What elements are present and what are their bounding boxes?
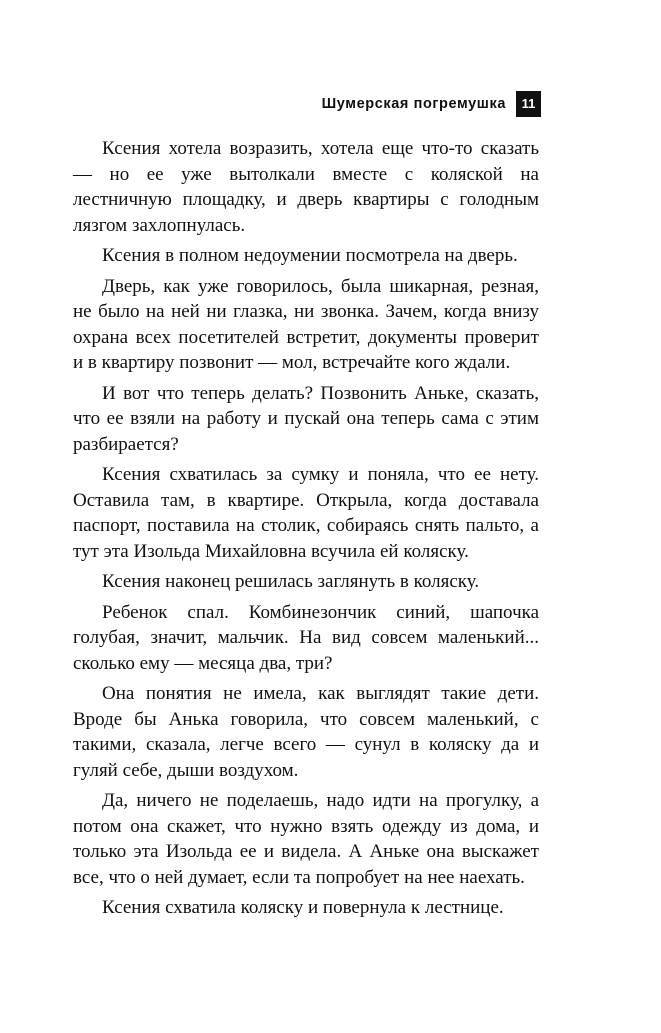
paragraph: Она понятия не имела, как выглядят такие дети. Вроде бы Анька говорила, что совсем маленький, с такими, сказала, легче всего — сунул в коляску да и гуляй себе, дыши воздухом. <box>73 683 539 781</box>
page-number: 11 <box>516 91 541 117</box>
paragraph: Да, ничего не поделаешь, надо идти на прогулку, а потом она скажет, что нужно взять одежду из дома, и только эта Изольда ее и видела. А Аньке она выскажет все, что о ней думает, если та попробует на нее наехать. <box>73 790 539 888</box>
paragraph: Ребенок спал. Комбинезончик синий, шапочка голубая, значит, мальчик. На вид совсем маленький... сколько ему — месяца два, три? <box>73 601 539 674</box>
paragraph: Ксения наконец решилась заглянуть в коляску. <box>102 571 480 592</box>
body-text <box>73 136 539 926</box>
paragraph: Ксения хотела возразить, хотела еще что-то сказать — но ее уже вытолкали вместе с коляской на лестничную площадку, и дверь квартиры с голодным лязгом захлопнулась. <box>73 138 539 236</box>
running-title: Шумерская погремушка <box>321 96 506 112</box>
paragraph: И вот что теперь делать? Позвонить Аньке, сказать, что ее взяли на работу и пускай она теперь сама с этим разбирается? <box>73 382 539 455</box>
paragraph: Дверь, как уже говорилось, была шикарная, резная, не было на ней ни глазка, ни звонка. Зачем, когда внизу охрана всех посетителей встретит, документы проверит и в квартиру позвонит — мол, встречайте кого ждали. <box>73 275 539 373</box>
paragraph: Ксения схватила коляску и повернула к лестнице. <box>102 897 504 918</box>
paragraph: Ксения в полном недоумении посмотрела на дверь. <box>102 245 518 266</box>
paragraph: Ксения схватилась за сумку и поняла, что ее нету. Оставила там, в квартире. Открыла, когда доставала паспорт, поставила на столик, собираясь снять пальто, а тут эта Изольда Михайловна всучила ей коляску. <box>73 464 539 562</box>
running-header <box>322 91 541 117</box>
